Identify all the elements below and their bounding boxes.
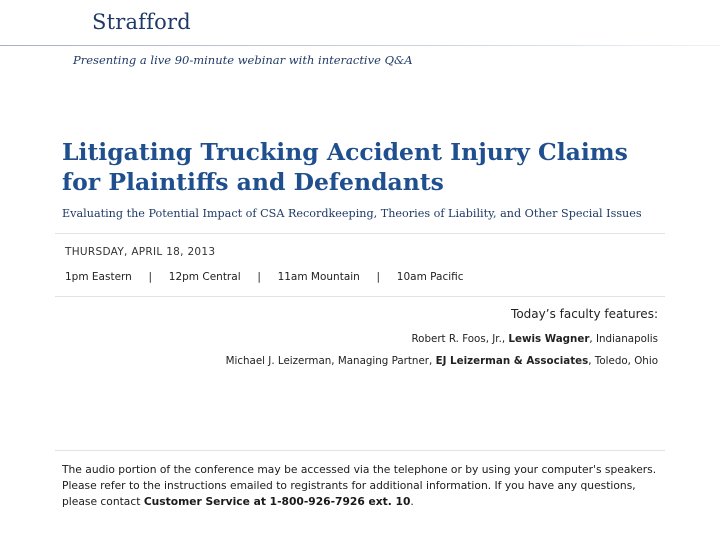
faculty-firm: EJ Leizerman & Associates xyxy=(435,355,589,367)
webinar-tagline: Presenting a live 90-minute webinar with interactive Q&A xyxy=(73,53,413,67)
time-separator: | xyxy=(148,271,153,283)
time-eastern: 1pm Eastern xyxy=(65,271,132,283)
faculty-location: , Indianapolis xyxy=(589,333,658,345)
faculty-name: Robert R. Foos, Jr., xyxy=(411,333,509,345)
section-divider-top xyxy=(55,233,665,234)
header-divider xyxy=(0,45,720,46)
title-line-2: for Plaintiffs and Defendants xyxy=(62,168,444,196)
faculty-member xyxy=(411,333,658,345)
faculty-heading: Today’s faculty features: xyxy=(511,307,658,321)
customer-service-contact: Customer Service at 1-800-926-7926 ext. 10 xyxy=(143,495,411,508)
strafford-logo: Strafford xyxy=(92,10,191,34)
time-central: 12pm Central xyxy=(168,271,241,283)
audio-instructions-end: . xyxy=(410,495,414,508)
webinar-title xyxy=(62,137,702,197)
time-pacific: 10am Pacific xyxy=(396,271,464,283)
faculty-member xyxy=(226,355,658,367)
faculty-firm: Lewis Wagner xyxy=(508,333,590,345)
webinar-subtitle: Evaluating the Potential Impact of CSA Recordkeeping, Theories of Liability, and Other Special Issues xyxy=(62,207,642,220)
time-mountain: 11am Mountain xyxy=(277,271,360,283)
webinar-times xyxy=(65,271,464,283)
faculty-location: , Toledo, Ohio xyxy=(588,355,658,367)
title-line-1: Litigating Trucking Accident Injury Claims xyxy=(62,138,628,166)
webinar-date: THURSDAY, APRIL 18, 2013 xyxy=(65,246,216,258)
time-separator: | xyxy=(257,271,261,283)
faculty-name: Michael J. Leizerman, Managing Partner, xyxy=(225,355,436,367)
audio-instructions xyxy=(62,462,662,510)
section-divider-bottom xyxy=(55,450,665,451)
audio-instructions-text: The audio portion of the conference may be accessed via the telephone or by using your computer's speakers. Please refer to the instructions emailed to registrants for additional information. If you have any questions, please contact xyxy=(62,463,657,508)
section-divider-middle xyxy=(55,296,665,297)
time-separator: | xyxy=(376,271,381,283)
